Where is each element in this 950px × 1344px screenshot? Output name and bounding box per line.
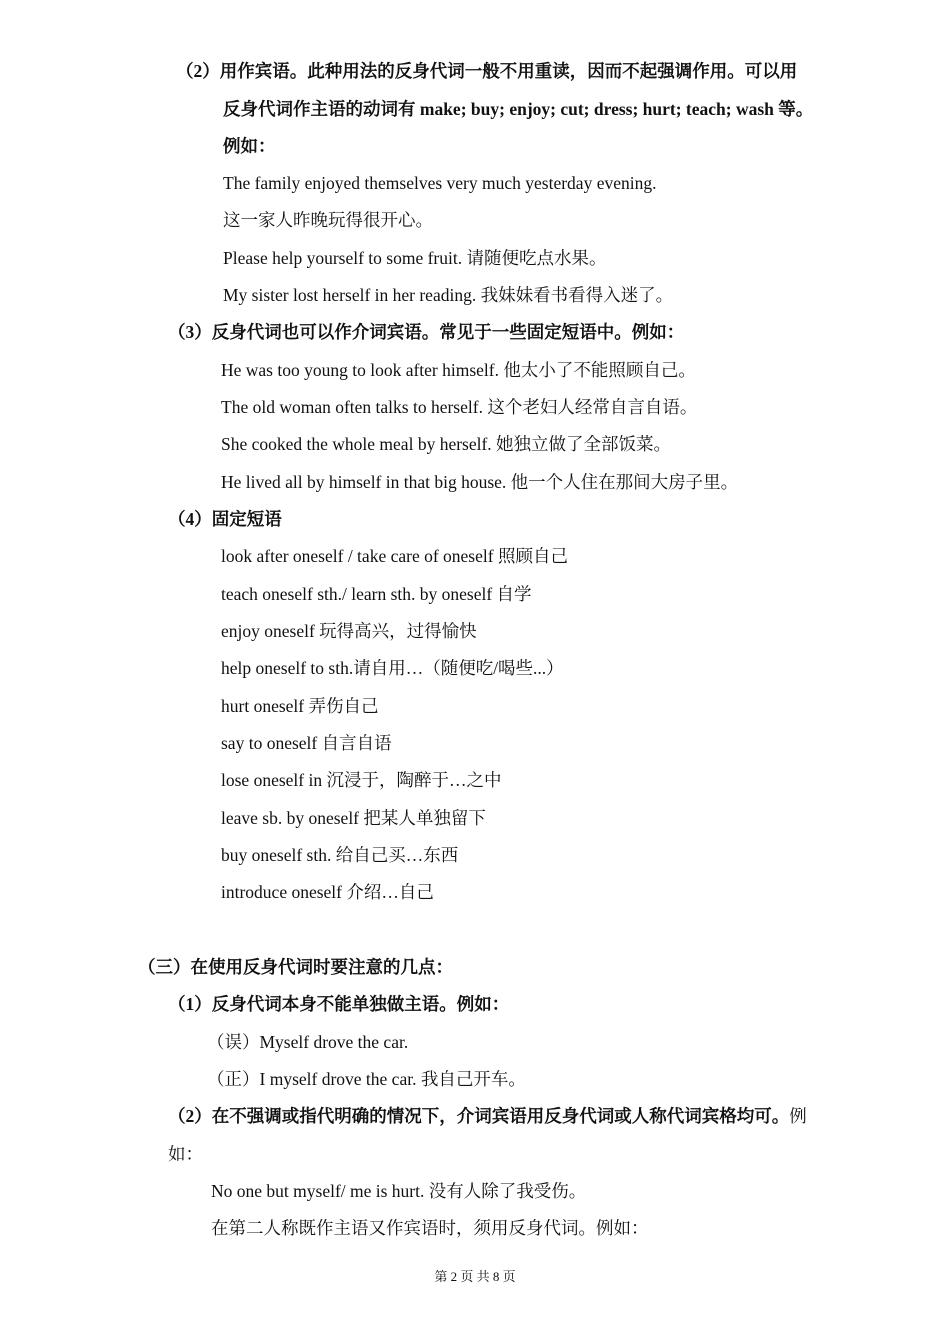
phrase-item: teach oneself sth./ learn sth. by oneself 自学 (221, 584, 532, 604)
part3-heading: （三）在使用反身代词时要注意的几点： (138, 957, 453, 977)
sec3-example: He lived all by himself in that big house. 他一个人住在那间大房子里。 (221, 472, 739, 492)
sec2-heading-line2: 反身代词作主语的动词有 make; buy; enjoy; cut; dress; hurt; teach; wash 等。 (223, 99, 814, 119)
sec2-example-2: Please help yourself to some fruit. 请随便吃点水果。 (223, 248, 607, 268)
sec2-example-3: My sister lost herself in her reading. 我妹妹看书看得入迷了。 (223, 285, 674, 305)
part3-point2-note: 在第二人称既作主语又作宾语时，须用反身代词。例如： (211, 1218, 649, 1238)
sec2-example-1-en: The family enjoyed themselves very much yesterday evening. (223, 173, 657, 193)
page-footer: 第 2 页 共 8 页 (434, 1269, 516, 1284)
phrase-item: hurt oneself 弄伤自己 (221, 696, 379, 716)
phrase-item: lose oneself in 沉浸于，陶醉于…之中 (221, 770, 502, 790)
part3-point1-wrong: （误）Myself drove the car. (207, 1032, 409, 1052)
part3-point1-heading: （1）反身代词本身不能单独做主语。例如： (168, 994, 510, 1014)
sec2-heading-line1: （2）用作宾语。此种用法的反身代词一般不用重读，因而不起强调作用。可以用 (176, 61, 798, 81)
part3-point2-heading-line2: 如： (168, 1144, 203, 1164)
phrase-item: introduce oneself 介绍…自己 (221, 882, 434, 902)
phrase-item: say to oneself 自言自语 (221, 733, 392, 753)
sec3-example: The old woman often talks to herself. 这个老妇人经常自言自语。 (221, 397, 698, 417)
sec3-example: He was too young to look after himself. 他太小了不能照顾自己。 (221, 360, 696, 380)
phrase-item: help oneself to sth.请自用…（随便吃/喝些...） (221, 658, 564, 678)
part3-point2-heading-tail: 例 (789, 1106, 807, 1126)
sec2-example-1-cn: 这一家人昨晚玩得很开心。 (223, 210, 433, 230)
part3-point1-right: （正）I myself drove the car. 我自己开车。 (207, 1069, 526, 1089)
sec4-heading: （4）固定短语 (168, 509, 282, 529)
phrase-item: leave sb. by oneself 把某人单独留下 (221, 808, 486, 828)
sec3-example: She cooked the whole meal by herself. 她独立做了全部饭菜。 (221, 434, 672, 454)
sec2-heading-line3: 例如： (223, 136, 276, 156)
part3-point2-example: No one but myself/ me is hurt. 没有人除了我受伤。 (211, 1181, 587, 1201)
phrase-item: enjoy oneself 玩得高兴，过得愉快 (221, 621, 477, 641)
part3-point2-heading-bold: （2）在不强调或指代明确的情况下，介词宾语用反身代词或人称代词宾格均可。 (168, 1106, 790, 1126)
phrase-item: look after oneself / take care of oneself 照顾自己 (221, 546, 568, 566)
part3-point2-heading (168, 1105, 807, 1127)
sec3-heading: （3）反身代词也可以作介词宾语。常见于一些固定短语中。例如： (168, 322, 685, 342)
phrase-item: buy oneself sth. 给自己买…东西 (221, 845, 459, 865)
